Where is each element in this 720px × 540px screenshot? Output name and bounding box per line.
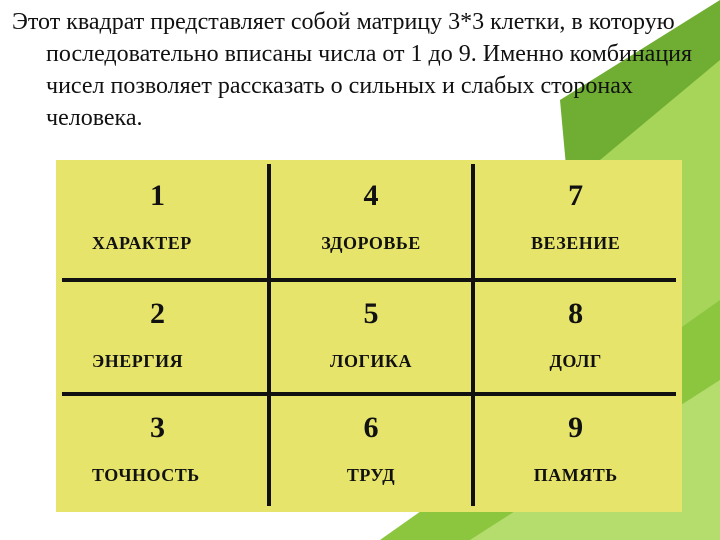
matrix-cell-3 [62,392,267,506]
cell-label: ЭНЕРГИЯ [92,351,184,371]
matrix-cell-4 [267,164,472,278]
matrix-table [56,160,682,512]
matrix-cell-5 [267,278,472,392]
cell-label: ДОЛГ [549,351,602,371]
cell-number: 2 [150,297,165,330]
bullet-text: Этот квадрат представляет собой матрицу 3*3 клетки, в которую последовательно вписаны числа от 1 до 9. Именно комбинация чисел позволяет рассказать о сильных и слабых сторонах человека. [12,9,693,131]
matrix-cell-9 [471,392,676,506]
cell-number: 6 [363,411,379,444]
cell-number: 1 [150,179,165,212]
cell-label: ТОЧНОСТЬ [92,465,200,485]
cell-label: ТРУД [346,465,396,485]
cell-number: 3 [150,411,165,444]
cell-number: 7 [568,179,584,212]
cell-number: 5 [363,297,379,330]
cell-label: ВЕЗЕНИЕ [531,233,621,253]
matrix-cell-7 [471,164,676,278]
cell-label: ЗДОРОВЬЕ [321,233,421,253]
cell-number: 4 [363,179,379,212]
cell-number: 8 [568,297,584,330]
slide-body-text [12,6,702,134]
matrix-grid [62,164,676,506]
matrix-cell-6 [267,392,472,506]
matrix-cell-8 [471,278,676,392]
cell-label: ПАМЯТЬ [533,465,618,485]
matrix-cell-1 [62,164,267,278]
cell-label: ХАРАКТЕР [92,233,192,253]
matrix-cell-2 [62,278,267,392]
cell-number: 9 [568,411,584,444]
bullet-paragraph [12,6,702,134]
cell-label: ЛОГИКА [330,351,412,371]
